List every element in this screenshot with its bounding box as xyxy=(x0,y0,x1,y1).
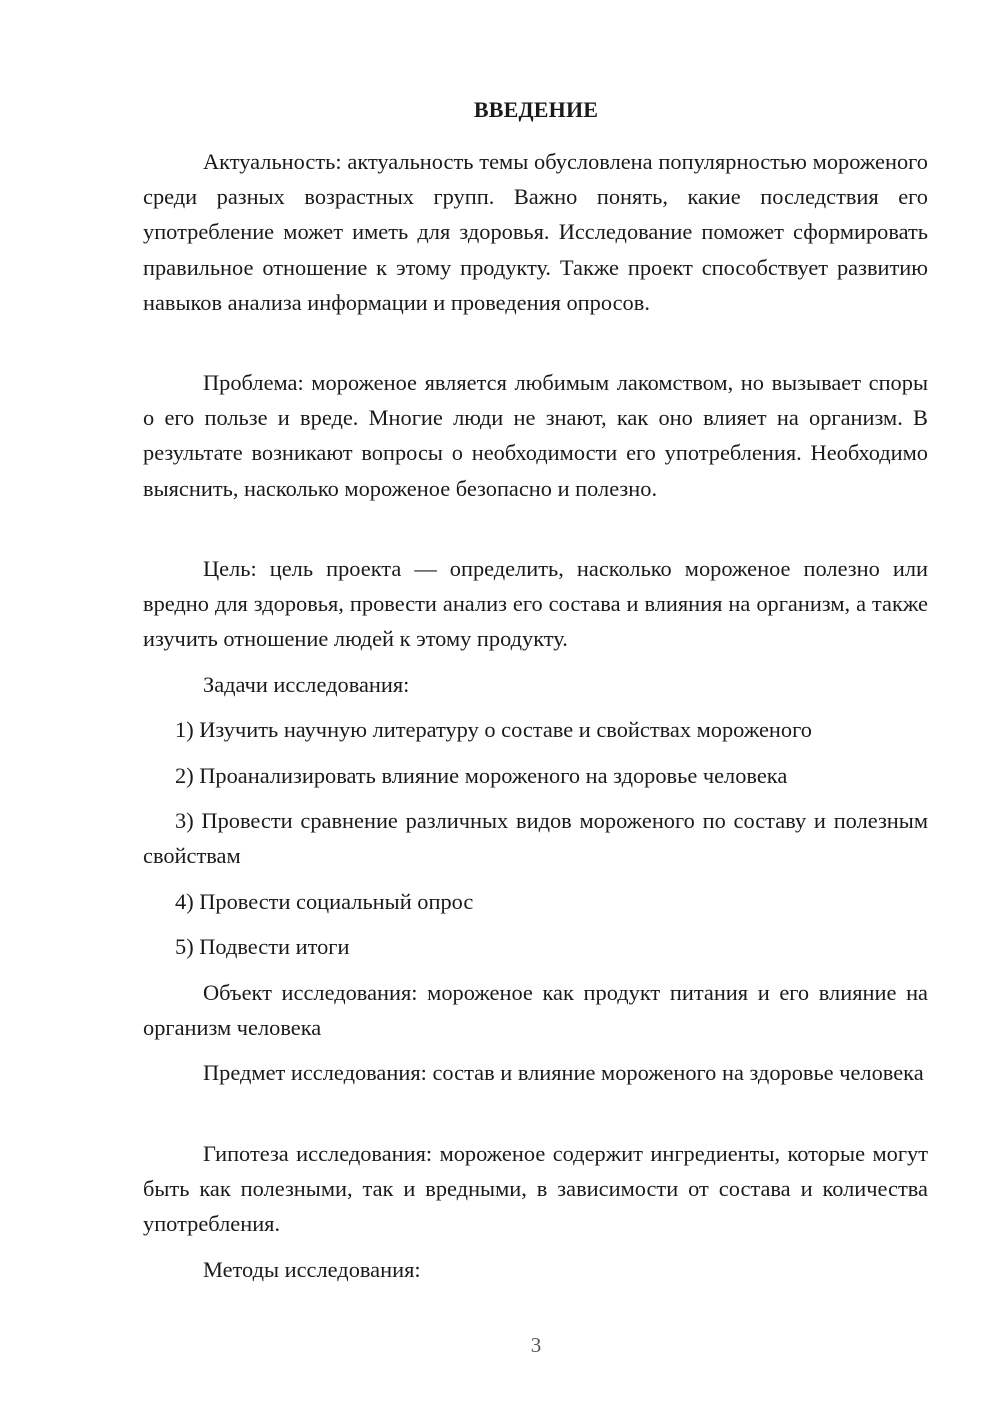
paragraph-hypothesis: Гипотеза исследования: мороженое содержит ингредиенты, которые могут быть как полезными, так и вредными, в зависимости от состава и количества употребления. xyxy=(143,1141,928,1237)
paragraph-relevance: Актуальность: актуальность темы обусловлена популярностью мороженого среди разных возрастных групп. Важно понять, какие последствия его употребление может иметь для здоровья. Исследование поможет сформировать правильное отношение к этому продукту. Также проект способствует развитию навыков анализа информации и проведения опросов. xyxy=(143,149,928,315)
paragraph-goal: Цель: цель проекта — определить, насколько мороженое полезно или вредно для здоровья, провести анализ его состава и влияния на организм, а также изучить отношение людей к этому продукту. xyxy=(143,556,928,652)
page-number: 3 xyxy=(530,1333,542,1357)
paragraph-tasks-heading: Задачи исследования: xyxy=(203,672,410,697)
task-item-1: 1) Изучить научную литературу о составе и свойствах мороженого xyxy=(175,717,812,742)
task-item-3: 3) Провести сравнение различных видов мороженого по составу и полезным свойствам xyxy=(143,808,928,869)
paragraph-methods: Методы исследования: xyxy=(203,1257,421,1282)
paragraph-object: Объект исследования: мороженое как продукт питания и его влияние на организм человека xyxy=(143,980,928,1041)
paragraph-problem: Проблема: мороженое является любимым лакомством, но вызывает споры о его пользе и вреде. Многие люди не знают, как оно влияет на организм. В результате возникают вопросы о необходимости его употребления. Необходимо выяснить, насколько мороженое безопасно и полезно. xyxy=(143,370,928,501)
task-item-2: 2) Проанализировать влияние мороженого на здоровье человека xyxy=(175,763,788,788)
task-item-4: 4) Провести социальный опрос xyxy=(175,889,474,914)
task-item-5: 5) Подвести итоги xyxy=(175,934,350,959)
section-title: ВВЕДЕНИЕ xyxy=(473,97,599,122)
paragraph-subject: Предмет исследования: состав и влияние мороженого на здоровье человека xyxy=(203,1060,924,1085)
